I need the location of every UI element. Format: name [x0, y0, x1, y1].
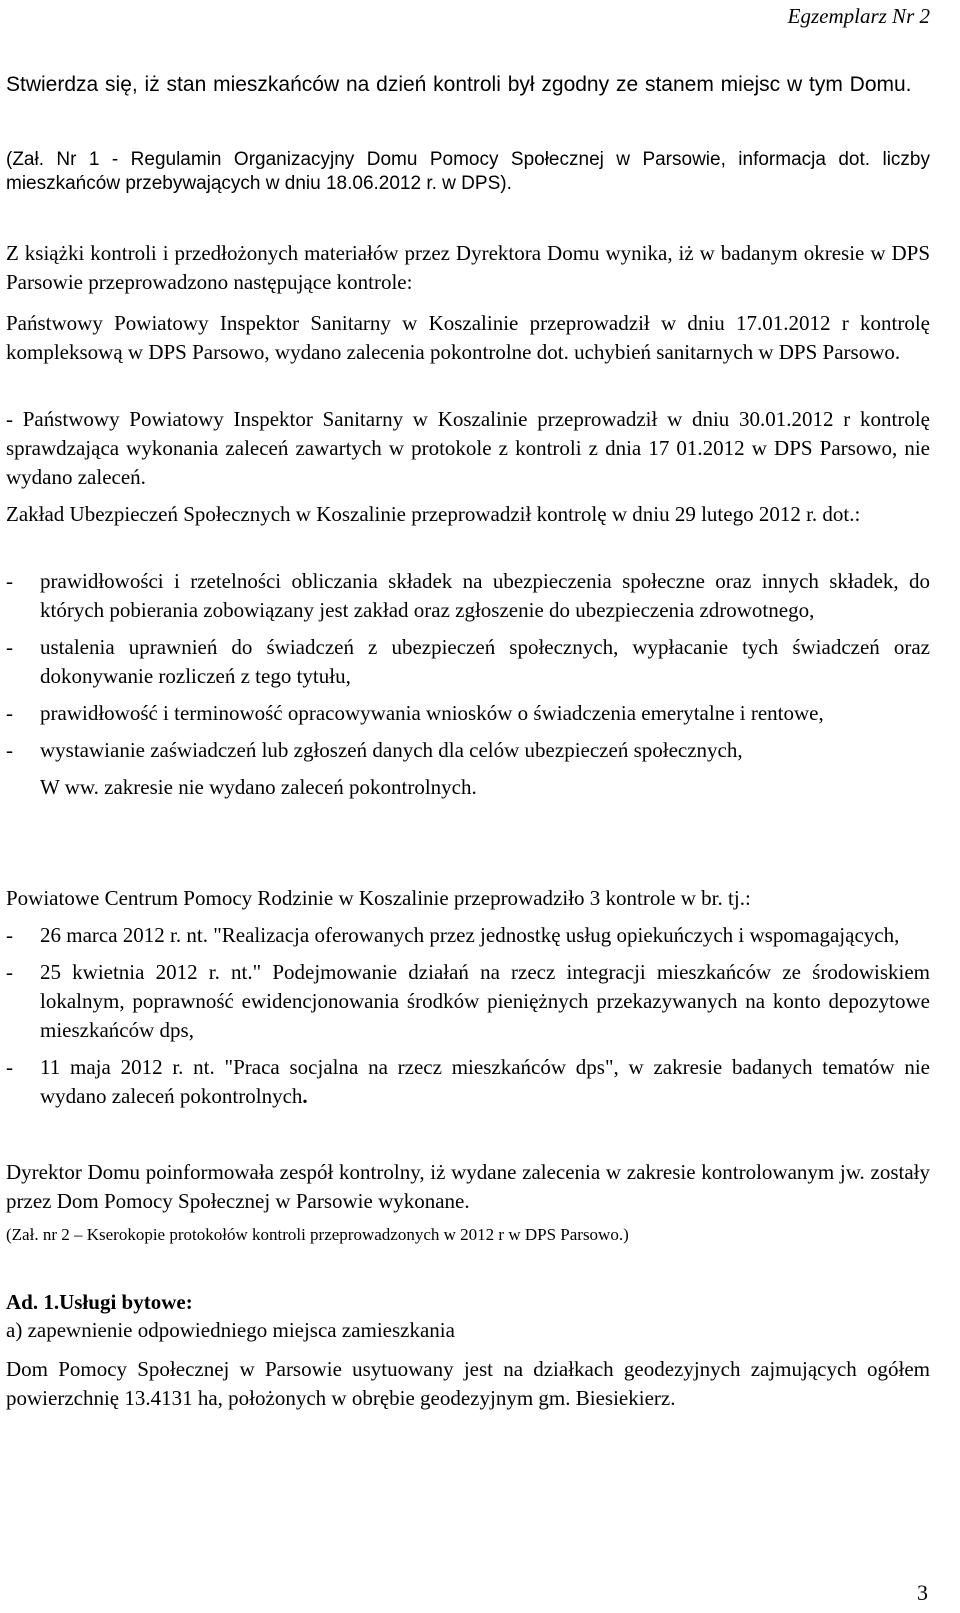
list-item-text: prawidłowości i rzetelności obliczania składek na ubezpieczenia społeczne oraz innych składek, do których pobierania zobowiązany jest zakład oraz zgłoszenie do ubezpieczenia zdrowotnego,: [40, 569, 930, 622]
copy-label: Egzemplarz Nr 2: [787, 4, 930, 28]
paragraph-residents-status: Stwierdza się, iż stan mieszkańców na dzień kontroli był zgodny ze stanem miejsc w tym Domu.: [6, 73, 912, 96]
list-item: [6, 633, 930, 691]
list-marker: -: [6, 1055, 13, 1079]
zus-scope-list: [6, 567, 930, 802]
zus-conclusion: W ww. zakresie nie wydano zaleceń pokontrolnych.: [40, 775, 477, 799]
paragraph-zus-inspection: Zakład Ubezpieczeń Społecznych w Koszalinie przeprowadził kontrolę w dniu 29 lutego 2012 r. dot.:: [6, 502, 861, 526]
paragraph-sanepid-inspection-2: - Państwowy Powiatowy Inspektor Sanitarny w Koszalinie przeprowadził w dniu 30.01.2012 r kontrolę sprawdzająca wykonania zaleceń zawartych w protokole z kontroli z dnia 17 01.2012 w DPS Parsowo, nie wydano zaleceń.: [6, 407, 930, 489]
paragraph-pcpr-inspections: Powiatowe Centrum Pomocy Rodzinie w Koszalinie przeprowadziło 3 kontrole w br. tj.:: [6, 886, 751, 910]
paragraph-director-info: Dyrektor Domu poinformowała zespół kontrolny, iż wydane zalecenia w zakresie kontrolowanym jw. zostały przez Dom Pomocy Społecznej w Parsowie wykonane.: [6, 1160, 930, 1213]
list-marker: -: [6, 701, 13, 725]
list-item: [6, 736, 930, 765]
list-item: [6, 1053, 930, 1111]
paragraph-inspections-intro: Z książki kontroli i przedłożonych materiałów przez Dyrektora Domu wynika, iż w badanym okresie w DPS Parsowie przeprowadzono następujące kontrole:: [6, 241, 930, 294]
list-item-text: 26 marca 2012 r. nt. "Realizacja oferowanych przez jednostkę usług opiekuńczych i wspomagających,: [40, 923, 900, 947]
page-number: 3: [917, 1580, 928, 1605]
paragraph-location: Dom Pomocy Społecznej w Parsowie usytuowany jest na działkach geodezyjnych zajmujących ogółem powierzchnię 13.4131 ha, położonych w obrębie geodezyjnym gm. Biesiekierz.: [6, 1357, 930, 1410]
list-item-text: wystawianie zaświadczeń lub zgłoszeń danych dla celów ubezpieczeń społecznych,: [40, 738, 743, 762]
list-marker: -: [6, 569, 13, 593]
list-item: [6, 567, 930, 625]
section-heading: Ad. 1.Usługi bytowe:: [6, 1290, 193, 1314]
list-item-text: ustalenia uprawnień do świadczeń z ubezpieczeń społecznych, wypłacanie tych świadczeń oraz dokonywanie rozliczeń z tego tytułu,: [40, 635, 930, 688]
list-item-text-body: 11 maja 2012 r. nt. "Praca socjalna na rzecz mieszkańców dps", w zakresie badanych tematów nie wydano zaleceń pokontrolnych: [40, 1055, 930, 1108]
pcpr-inspection-list: [6, 921, 930, 1111]
list-item-period: .: [302, 1084, 308, 1108]
list-marker: -: [6, 635, 13, 659]
list-item-text: 25 kwietnia 2012 r. nt." Podejmowanie działań na rzecz integracji mieszkańców ze środowiskiem lokalnym, poprawność ewidencjonowania środków pieniężnych przekazywanych na konto depozytowe mieszkańców dps,: [40, 960, 930, 1042]
list-marker: -: [6, 960, 13, 984]
list-item-text: [40, 1053, 930, 1111]
paragraph-attachment-1: (Zał. Nr 1 - Regulamin Organizacyjny Domu Pomocy Społecznej w Parsowie, informacja dot. liczby mieszkańców przebywających w dniu 18.06.2012 r. w DPS).: [6, 149, 930, 194]
section-subheading: a) zapewnienie odpowiedniego miejsca zamieszkania: [6, 1318, 455, 1342]
list-item-text: prawidłowość i terminowość opracowywania wniosków o świadczenia emerytalne i rentowe,: [40, 701, 824, 725]
list-item: [6, 921, 930, 950]
list-marker: -: [6, 738, 13, 762]
list-item: [6, 958, 930, 1045]
paragraph-attachment-2: (Zał. nr 2 – Kserokopie protokołów kontroli przeprowadzonych w 2012 r w DPS Parsowo.): [6, 1225, 629, 1244]
list-item: [6, 699, 930, 728]
paragraph-sanepid-inspection-1: Państwowy Powiatowy Inspektor Sanitarny w Koszalinie przeprowadził w dniu 17.01.2012 r kontrolę kompleksową w DPS Parsowo, wydano zalecenia pokontrolne dot. uchybień sanitarnych w DPS Parsowo.: [6, 311, 930, 364]
list-marker: -: [6, 923, 13, 947]
